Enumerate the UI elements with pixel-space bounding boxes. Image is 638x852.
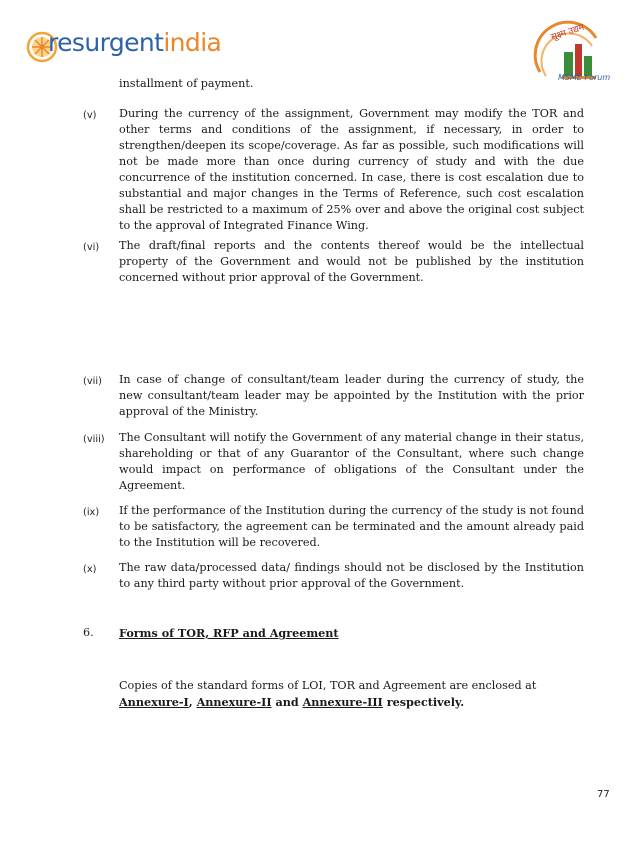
annexure-3: Annexure-III xyxy=(302,695,383,709)
closing-tail: respectively. xyxy=(382,695,465,709)
brand-name xyxy=(48,27,221,59)
svg-text:सूक्ष्म उद्यम: सूक्ष्म उद्यम xyxy=(549,22,586,43)
annexure-2: Annexure-II xyxy=(196,695,272,709)
clause-number: (v) xyxy=(83,110,97,121)
annexure-1: Annexure-I xyxy=(119,695,189,709)
clause-number: (x) xyxy=(83,564,97,575)
clause-text: The raw data/processed data/ findings should not be disclosed by the Institution to any third party without prior approval of the Government. xyxy=(119,561,584,590)
clause-number: (vi) xyxy=(83,242,100,253)
brand-part-1: resurgent xyxy=(48,28,164,57)
page-number: 77 xyxy=(597,789,610,800)
brand-part-2: india xyxy=(163,28,222,57)
clause-text: The draft/final reports and the contents thereof would be the intellectual property of the Government and would not be published by the institution concerned without prior approval of the Government. xyxy=(119,239,584,284)
clause-text: The Consultant will notify the Government of any material change in their status, shareholding or that of any Guarantor of the Consultant, where such change would impact on performance of obligations of the Consultant under the Agreement. xyxy=(119,431,584,492)
separator: , xyxy=(188,695,197,709)
forum-label: MSME Forum xyxy=(558,73,611,82)
clause-text: In case of change of consultant/team leader during the currency of study, the new consultant/team leader may be appointed by the Institution with the prior approval of the Ministry. xyxy=(119,373,584,418)
clause-text: If the performance of the Institution during the currency of the study is not found to be satisfactory, the agreement can be terminated and the amount already paid to the Institution will be recovered. xyxy=(119,504,584,549)
section-intro: Copies of the standard forms of LOI, TOR and Agreement are enclosed at xyxy=(119,679,537,692)
clause-number: (vii) xyxy=(83,376,102,387)
section-number: 6. xyxy=(83,626,94,639)
separator: and xyxy=(271,695,303,709)
clause-number: (viii) xyxy=(83,434,105,445)
section-body xyxy=(119,678,584,711)
section-title: Forms of TOR, RFP and Agreement xyxy=(119,626,339,640)
continuation-text: installment of payment. xyxy=(119,77,254,90)
clause-text: During the currency of the assignment, Government may modify the TOR and other terms and conditions of the assignment, if necessary, in order to strengthen/deepen its scope/coverage. As far as possible, such modifications will not be made more than once during currency of study and with the due concurrence of the institution concerned. In case, there is cost escalation due to substantial and major changes in the Terms of Reference, such cost escalation shall be restricted to a maximum of 25% over and above the original cost subject to the approval of Integrated Finance Wing. xyxy=(119,107,584,232)
clause-number: (ix) xyxy=(83,507,100,518)
